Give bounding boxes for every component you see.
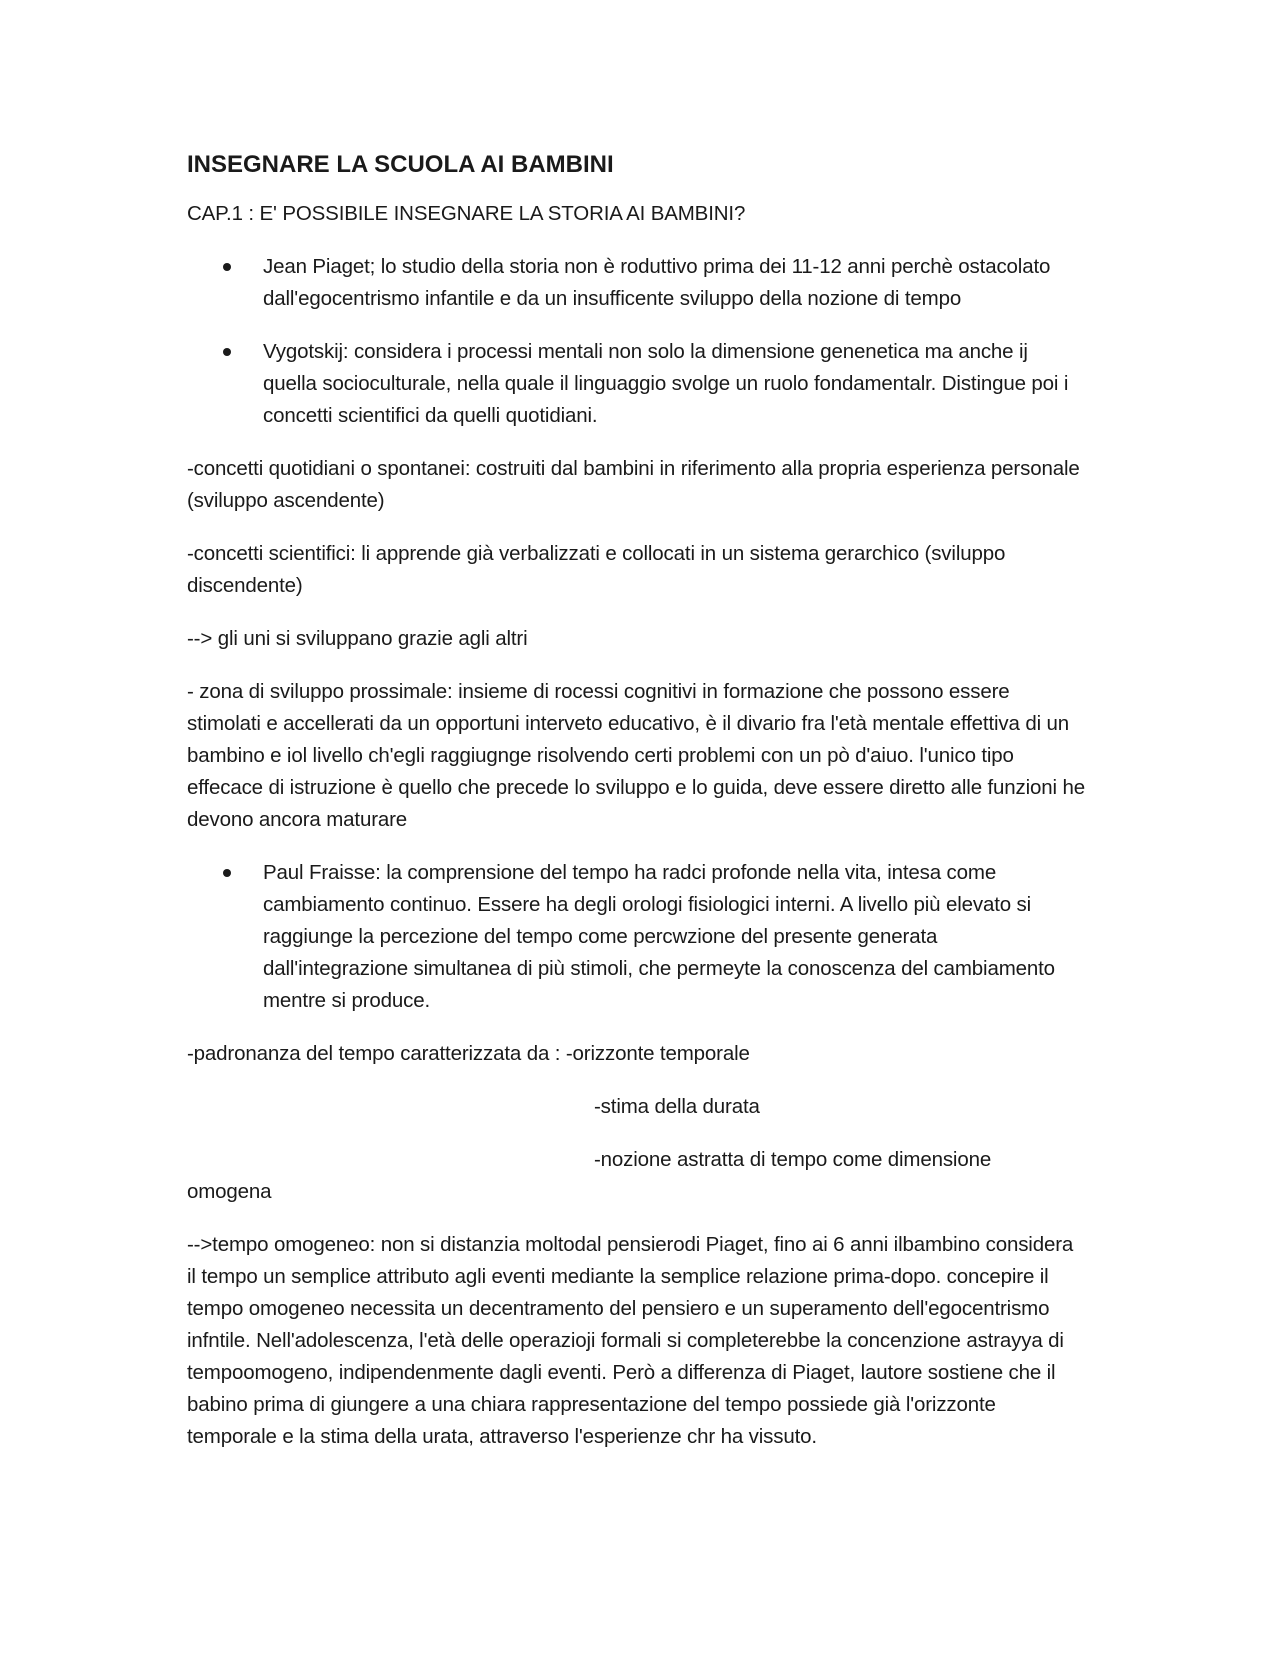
paragraph-sviluppo: --> gli uni si sviluppano grazie agli altri bbox=[187, 627, 528, 650]
indented-line-stima: -stima della durata bbox=[594, 1095, 760, 1118]
paragraph-concetti-quotidiani: -concetti quotidiani o spontanei: costruiti dal bambini in riferimento alla propria esperienza personale (sviluppo ascendente) bbox=[187, 457, 1080, 512]
paragraph-tempo-omogeneo: -->tempo omogeneo: non si distanzia moltodal pensierodi Piaget, fino ai 6 anni ilbambino considera il tempo un semplice attributo agli eventi mediante la semplice relazione prima-dopo. concepire il tempo omogeneo necessita un decentramento del pensiero e un superamento dell'egocentrismo infntile. Nell'adolescenza, l'età delle operazioji formali si completerebbe la concenzione astrayya di tempoomogeno, indipendenmente dagli eventi. Però a differenza di Piaget, lautore sostiene che il babino prima di giungere a una chiara rappresentazione del tempo possiede già l'orizzonte temporale e la stima della urata, attraverso l'esperienze chr ha vissuto. bbox=[187, 1233, 1074, 1448]
bullet-dot-icon bbox=[223, 348, 231, 356]
bullet-text: Vygotskij: considera i processi mentali non solo la dimensione genenetica ma anche ij quella socioculturale, nella quale il linguaggio svolge un ruolo fondamentalr. Distingue poi i concetti scientifici da quelli quotidiani. bbox=[263, 340, 1069, 427]
bullet-list-theorists bbox=[187, 251, 1087, 432]
indented-line-nozione: -nozione astratta di tempo come dimensione bbox=[594, 1148, 992, 1171]
bullet-text: Paul Fraisse: la comprensione del tempo ha radci profonde nella vita, intesa come cambiamento continuo. Essere ha degli orologi fisiologici interni. A livello più elevato si raggiunge la percezione del tempo come percwzione del presente generata dall'integrazione simultanea di più stimoli, che permeyte la conoscenza del cambiamento mentre si produce. bbox=[263, 861, 1055, 1012]
paragraph-concetti-scientifici: -concetti scientifici: li apprende già verbalizzati e collocati in un sistema gerarchico (sviluppo discendente) bbox=[187, 542, 1006, 597]
bullet-text: Jean Piaget; lo studio della storia non è roduttivo prima dei 11-12 anni perchè ostacolato dall'egocentrismo infantile e da un insufficente sviluppo della nozione di tempo bbox=[263, 255, 1051, 310]
bullet-list-fraisse bbox=[187, 857, 1087, 1017]
chapter-heading: CAP.1 : E' POSSIBILE INSEGNARE LA STORIA AI BAMBINI? bbox=[187, 202, 746, 225]
bullet-dot-icon bbox=[223, 263, 231, 271]
document-body bbox=[187, 148, 1087, 1474]
paragraph-zona-sviluppo: - zona di sviluppo prossimale: insieme di rocessi cognitivi in formazione che possono essere stimolati e accellerati da un opportuni interveto educativo, è il divario fra l'età mentale effettiva di un bambino e iol livello ch'egli raggiugnge risolvendo certi problemi con un pò d'aiuo. l'unico tipo effecace di istruzione è quello che precede lo sviluppo e lo guida, deve essere diretto alle funzioni he devono ancora maturare bbox=[187, 680, 1086, 831]
paragraph-padronanza: -padronanza del tempo caratterizzata da : -orizzonte temporale bbox=[187, 1042, 750, 1065]
bullet-dot-icon bbox=[223, 869, 231, 877]
continuation-line-omogena: omogena bbox=[187, 1180, 272, 1203]
bullet-item-piaget bbox=[187, 251, 1087, 315]
bullet-item-fraisse bbox=[187, 857, 1087, 1017]
document-title: INSEGNARE LA SCUOLA AI BAMBINI bbox=[187, 151, 614, 178]
bullet-item-vygotskij bbox=[187, 336, 1087, 432]
